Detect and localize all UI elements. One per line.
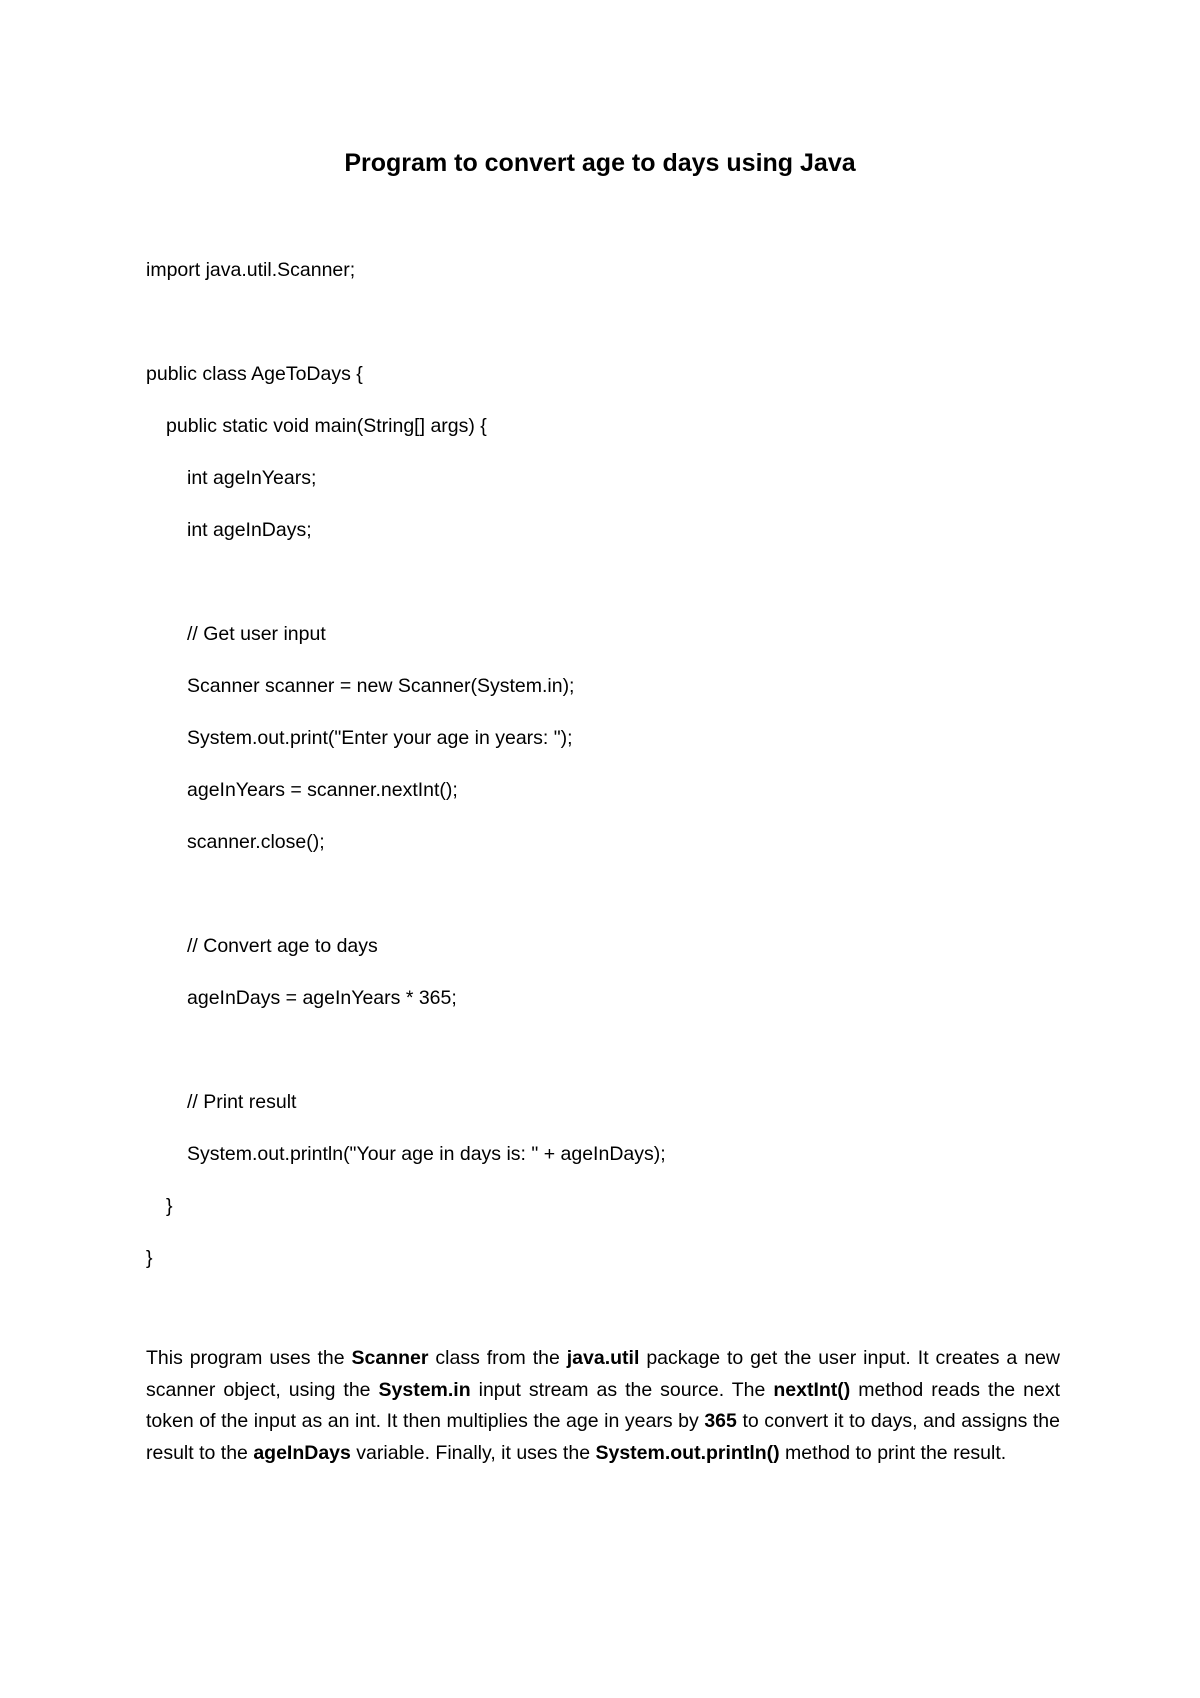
code-line: int ageInYears; [187,467,317,489]
code-line: System.out.println("Your age in days is: " + ageInDays); [187,1143,666,1165]
explanation-code-term: nextInt() [773,1378,851,1401]
code-line: System.out.print("Enter your age in years: "); [187,727,573,749]
explanation-text: package to get the user input. It creates a new scanner object, using the [146,1347,1060,1401]
code-line: ageInYears = scanner.nextInt(); [187,779,458,801]
explanation-text: This program uses the [146,1347,352,1369]
explanation-code-term: java.util [566,1347,640,1369]
code-line: } [146,1247,153,1269]
explanation-text: input stream as the source. The [470,1378,774,1401]
explanation-text: to convert it to days, and assigns the result to the [146,1410,1060,1464]
code-line: ageInDays = ageInYears * 365; [187,987,457,1009]
explanation-paragraph [146,1343,1060,1469]
explanation-code-term: Scanner [351,1347,429,1369]
code-comment: // Get user input [187,623,326,645]
code-line: import java.util.Scanner; [146,259,356,281]
explanation-text: method reads the next token of the input as an int. It then multiplies the age in years by [146,1378,1060,1432]
code-comment: // Convert age to days [187,935,378,957]
explanation-code-term: ageInDays [253,1441,351,1464]
explanation-code-term: System.in [378,1378,471,1401]
code-line: Scanner scanner = new Scanner(System.in); [187,675,575,697]
code-line: public static void main(String[] args) { [166,415,487,437]
code-line: int ageInDays; [187,519,312,541]
code-line: public class AgeToDays { [146,363,363,385]
explanation-text: variable. Finally, it uses the [350,1441,596,1464]
code-line: scanner.close(); [187,831,325,853]
code-line: } [166,1195,173,1217]
explanation-text: method to print the result. [779,1441,1007,1464]
explanation-code-term: 365 [704,1410,737,1432]
explanation-text: class from the [428,1347,567,1369]
document-title: Program to convert age to days using Java [344,149,856,177]
explanation-code-term: System.out.println() [595,1441,780,1464]
code-comment: // Print result [187,1091,297,1113]
